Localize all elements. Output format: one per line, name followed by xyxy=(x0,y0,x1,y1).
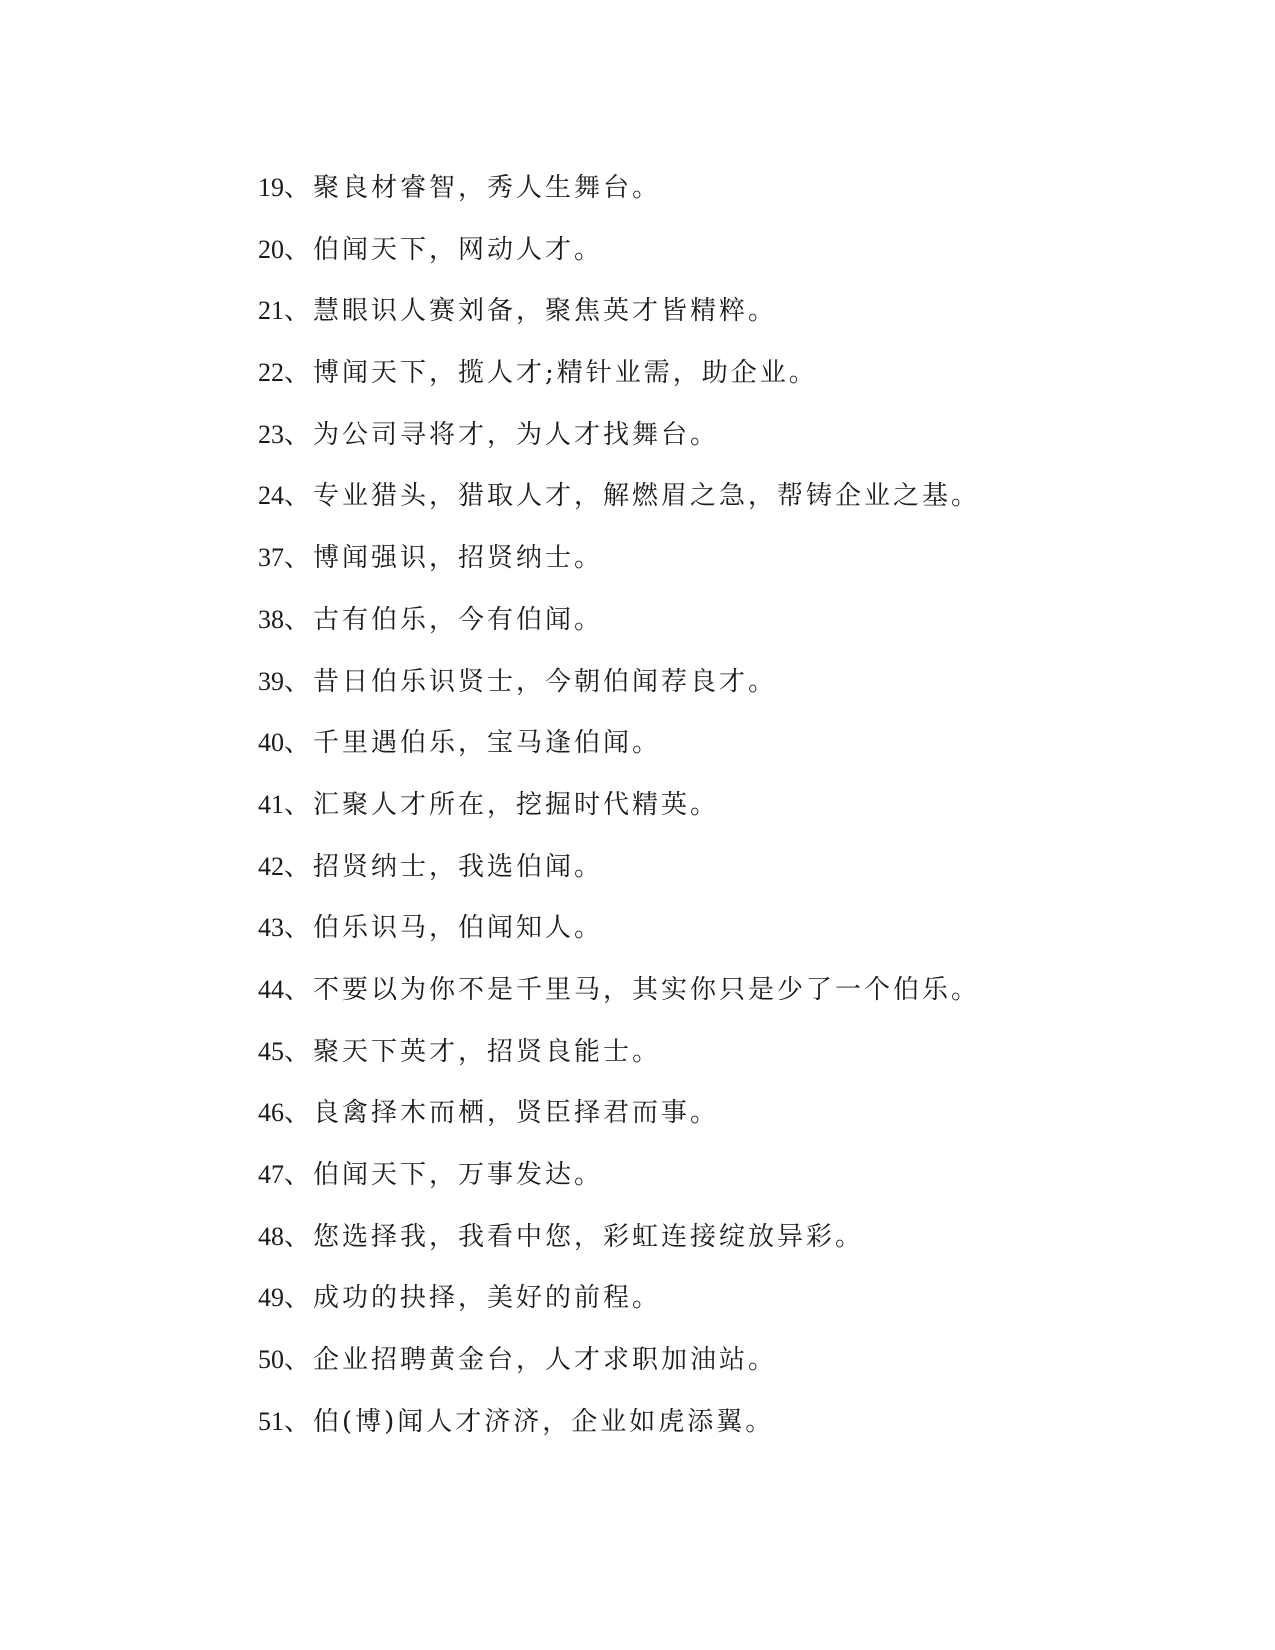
item-text: 古有伯乐，今有伯闻。 xyxy=(313,604,604,635)
item-text: 您选择我，我看中您，彩虹连接绽放异彩。 xyxy=(313,1221,865,1252)
item-separator: 、 xyxy=(284,419,314,450)
item-text: 专业猎头，猎取人才，解燃眉之急，帮铸企业之基。 xyxy=(313,481,981,512)
item-text: 慧眼识人赛刘备，聚焦英才皆精粹。 xyxy=(313,296,778,327)
list-item xyxy=(258,1278,1218,1340)
item-separator: 、 xyxy=(284,358,314,389)
item-number: 38 xyxy=(258,604,284,634)
item-number: 47 xyxy=(258,1160,284,1189)
list-item xyxy=(258,1032,1218,1094)
item-text: 汇聚人才所在，挖掘时代精英。 xyxy=(313,789,720,820)
item-text: 招贤纳士，我选伯闻。 xyxy=(313,851,604,882)
item-number: 41 xyxy=(258,789,284,819)
item-text: 良禽择木而栖，贤臣择君而事。 xyxy=(313,1098,720,1129)
item-text: 成功的抉择，美好的前程。 xyxy=(313,1283,662,1314)
item-number: 22 xyxy=(258,358,284,388)
list-item xyxy=(258,847,1218,909)
item-number: 39 xyxy=(258,666,284,696)
item-text: 不要以为你不是千里马，其实你只是少了一个伯乐。 xyxy=(313,974,981,1005)
item-text: 伯(博)闻人才济济，企业如虎添翼。 xyxy=(313,1406,775,1437)
item-separator: 、 xyxy=(284,974,314,1005)
list-item xyxy=(258,908,1218,970)
list-item xyxy=(258,476,1218,538)
item-separator: 、 xyxy=(284,1098,314,1129)
item-separator: 、 xyxy=(284,789,314,820)
list-item xyxy=(258,723,1218,785)
list-item xyxy=(258,168,1218,230)
list-item xyxy=(258,1093,1218,1155)
item-number: 19 xyxy=(258,173,284,202)
item-separator: 、 xyxy=(284,604,314,635)
item-text: 博闻强识，招贤纳士。 xyxy=(313,543,604,574)
item-number: 21 xyxy=(258,296,284,326)
item-number: 24 xyxy=(258,481,284,511)
item-text: 博闻天下，揽人才;精针业需，助企业。 xyxy=(313,358,818,389)
item-text: 伯乐识马，伯闻知人。 xyxy=(313,913,604,944)
item-separator: 、 xyxy=(284,728,314,759)
item-separator: 、 xyxy=(284,173,314,203)
slogan-list xyxy=(258,168,1218,1463)
item-separator: 、 xyxy=(284,481,314,512)
list-item xyxy=(258,1340,1218,1402)
item-text: 伯闻天下，万事发达。 xyxy=(313,1160,604,1190)
item-separator: 、 xyxy=(284,1160,314,1190)
item-separator: 、 xyxy=(284,666,314,697)
list-item xyxy=(258,600,1218,662)
list-item xyxy=(258,1402,1218,1464)
item-number: 49 xyxy=(258,1283,284,1313)
item-separator: 、 xyxy=(284,1221,314,1252)
item-number: 42 xyxy=(258,851,284,881)
item-number: 46 xyxy=(258,1098,284,1128)
item-number: 50 xyxy=(258,1345,284,1375)
item-number: 40 xyxy=(258,728,284,758)
list-item xyxy=(258,1155,1218,1217)
item-separator: 、 xyxy=(284,1036,314,1067)
item-separator: 、 xyxy=(284,543,314,574)
list-item xyxy=(258,415,1218,477)
list-item xyxy=(258,353,1218,415)
item-number: 43 xyxy=(258,913,284,943)
item-text: 聚良材睿智，秀人生舞台。 xyxy=(313,173,662,203)
item-separator: 、 xyxy=(284,1345,314,1376)
item-separator: 、 xyxy=(284,913,314,944)
list-item xyxy=(258,538,1218,600)
item-text: 千里遇伯乐，宝马逢伯闻。 xyxy=(313,728,662,759)
item-number: 20 xyxy=(258,234,284,264)
item-number: 51 xyxy=(258,1406,284,1436)
item-separator: 、 xyxy=(284,234,314,265)
item-text: 昔日伯乐识贤士，今朝伯闻荐良才。 xyxy=(313,666,778,697)
list-item xyxy=(258,230,1218,292)
list-item xyxy=(258,785,1218,847)
item-number: 23 xyxy=(258,419,284,449)
item-number: 48 xyxy=(258,1221,284,1251)
list-item xyxy=(258,1217,1218,1279)
item-number: 44 xyxy=(258,974,284,1004)
item-text: 为公司寻将才，为人才找舞台。 xyxy=(313,419,720,450)
list-item xyxy=(258,970,1218,1032)
item-separator: 、 xyxy=(284,851,314,882)
item-separator: 、 xyxy=(284,1406,314,1437)
list-item xyxy=(258,662,1218,724)
item-text: 聚天下英才，招贤良能士。 xyxy=(313,1036,662,1067)
item-text: 伯闻天下，网动人才。 xyxy=(313,234,604,265)
item-number: 45 xyxy=(258,1036,284,1066)
item-separator: 、 xyxy=(284,296,314,327)
item-separator: 、 xyxy=(284,1283,314,1314)
list-item xyxy=(258,291,1218,353)
item-text: 企业招聘黄金台，人才求职加油站。 xyxy=(313,1345,778,1376)
item-number: 37 xyxy=(258,543,284,573)
